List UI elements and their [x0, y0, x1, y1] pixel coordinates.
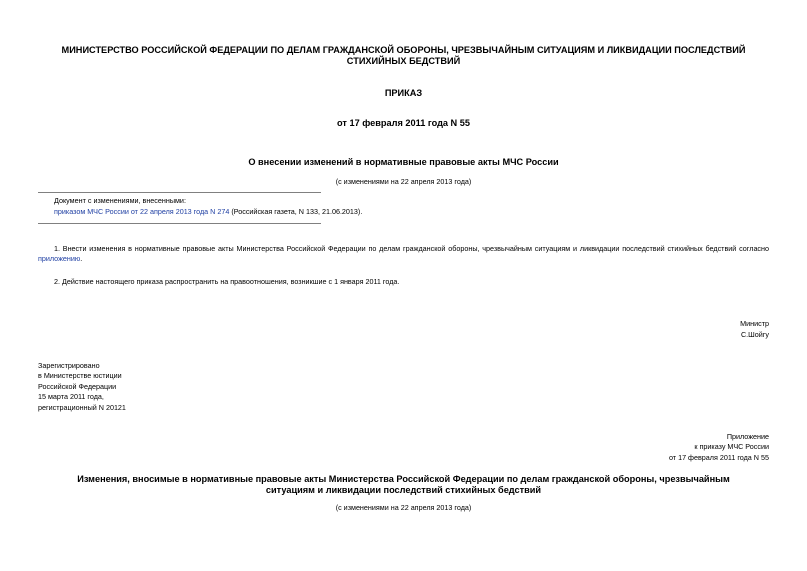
changes-box-bottom-rule — [38, 223, 321, 224]
registration-block — [38, 361, 126, 413]
registration-line: регистрационный N 20121 — [38, 402, 126, 412]
appendix-header-line: к приказу МЧС России — [694, 442, 769, 452]
date-number-heading: от 17 февраля 2011 года N 55 — [337, 118, 470, 128]
registration-line: Зарегистрировано — [38, 361, 100, 370]
paragraph-1-text: 1. Внести изменения в нормативные правовые акты Министерства Российской Федерации по делам гражданской обороны, чрезвычайным ситуациям и ликвидации последствий стихийных бедствий согласно — [54, 244, 769, 253]
changes-box-top-rule — [38, 192, 321, 193]
paragraph-2: 2. Действие настоящего приказа распространить на правоотношения, возникшие с 1 января 2011 года. — [54, 277, 400, 286]
document-title: О внесении изменений в нормативные правовые акты МЧС России — [248, 157, 559, 167]
registration-line: Российской Федерации — [38, 381, 117, 391]
paragraph-1-end: . — [80, 254, 83, 264]
amending-order-link[interactable]: приказом МЧС России от 22 апреля 2013 года N 274 — [54, 207, 230, 216]
signature-name: С.Шойгу — [740, 330, 769, 339]
appendix-amendments-note: (с изменениями на 22 апреля 2013 года) — [335, 503, 472, 512]
appendix-title: Изменения, вносимые в нормативные правовые акты Министерства Российской Федерации по делам гражданской обороны, чрезвычайным ситуациям и ликвидации последствий стихийных бедствий — [77, 474, 730, 495]
appendix-header — [669, 432, 769, 463]
appendix-header-line: Приложение — [726, 432, 769, 441]
ministry-heading: МИНИСТЕРСТВО РОССИЙСКОЙ ФЕДЕРАЦИИ ПО ДЕЛАМ ГРАЖДАНСКОЙ ОБОРОНЫ, ЧРЕЗВЫЧАЙНЫМ СИТУАЦИЯМ И ЛИКВИДАЦИИ ПОСЛЕДСТВИЙ СТИХИЙНЫХ БЕДСТВИЙ — [61, 45, 746, 66]
amendments-note: (с изменениями на 22 апреля 2013 года) — [335, 177, 472, 186]
registration-line: в Министерстве юстиции — [38, 371, 122, 381]
appendix-header-line: от 17 февраля 2011 года N 55 — [668, 452, 769, 462]
doc-type-heading: ПРИКАЗ — [384, 88, 423, 98]
changes-box-link-line — [54, 207, 362, 217]
registration-line: 15 марта 2011 года, — [38, 392, 104, 402]
changes-box-line: Документ с изменениями, внесенными: — [54, 196, 186, 205]
amending-order-source: (Российская газета, N 133, 21.06.2013). — [229, 207, 363, 216]
signature-position: Министр — [740, 319, 769, 328]
appendix-link[interactable]: приложению — [38, 254, 81, 264]
paragraph-1 — [38, 244, 769, 265]
